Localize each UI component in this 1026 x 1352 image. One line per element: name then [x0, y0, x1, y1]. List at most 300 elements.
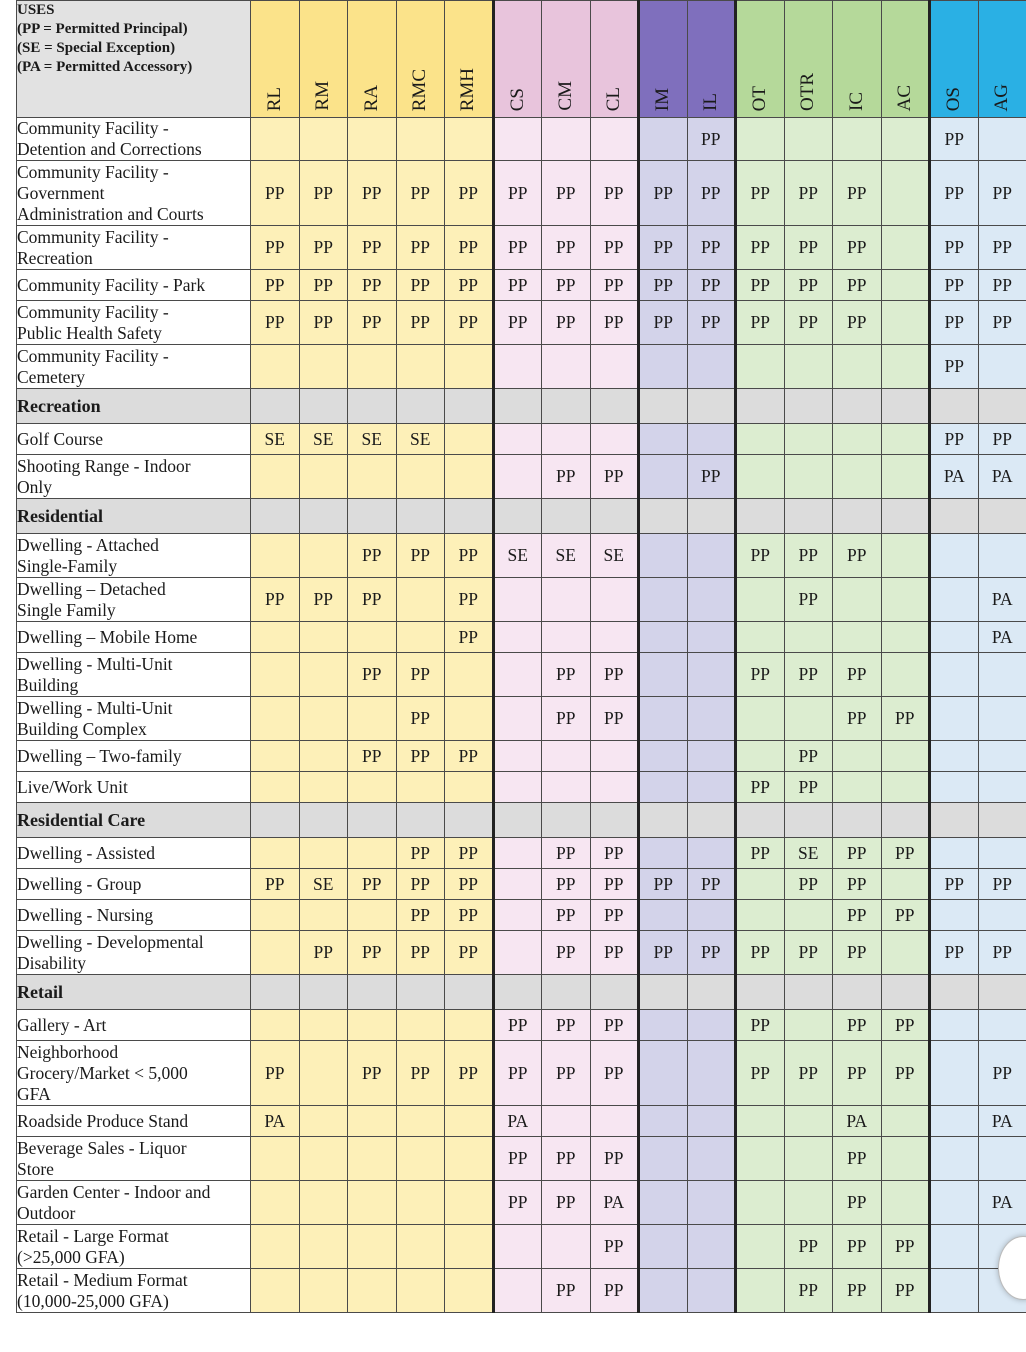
- permission-cell-ot: PP: [736, 226, 785, 270]
- permission-cell-ic: PP: [833, 1269, 882, 1313]
- permission-cell-cm: PP: [542, 1010, 591, 1041]
- permission-cell-ag: [978, 534, 1026, 578]
- use-name: [17, 931, 251, 975]
- use-name-line: Detention and Corrections: [17, 139, 202, 159]
- permission-cell-im: PP: [639, 301, 688, 345]
- permission-cell-rmc: [396, 1137, 445, 1181]
- permission-cell-il: [687, 1010, 736, 1041]
- permission-cell-otr: [784, 455, 833, 499]
- category-row: [17, 975, 1026, 1010]
- permission-cell-otr: PP: [784, 741, 833, 772]
- permission-cell-cl: PP: [590, 1041, 639, 1106]
- permission-cell-ra: [348, 1137, 397, 1181]
- permission-cell-rl: [251, 772, 300, 803]
- permission-cell-ac: [881, 741, 930, 772]
- permission-cell-cs: [493, 772, 542, 803]
- permission-cell-os: [930, 1106, 979, 1137]
- uses-legend: [17, 1, 251, 118]
- permission-cell-otr: SE: [784, 838, 833, 869]
- permission-cell-ic: PP: [833, 1137, 882, 1181]
- permission-cell-ra: [348, 455, 397, 499]
- category-spacer-cell: [881, 499, 930, 534]
- use-name-line: Dwelling – Mobile Home: [17, 626, 198, 647]
- table-row: [17, 424, 1026, 455]
- permission-cell-ot: PP: [736, 653, 785, 697]
- table-row: [17, 931, 1026, 975]
- permission-cell-im: [639, 772, 688, 803]
- category-spacer-cell: [348, 803, 397, 838]
- permission-cell-ic: PP: [833, 1181, 882, 1225]
- permission-cell-rl: PP: [251, 869, 300, 900]
- permission-cell-ot: PP: [736, 1041, 785, 1106]
- use-name-line: Recreation: [17, 247, 93, 268]
- zone-code: OS: [943, 86, 965, 111]
- permission-cell-cl: PP: [590, 301, 639, 345]
- permission-cell-cs: PP: [493, 301, 542, 345]
- permission-cell-rl: PP: [251, 161, 300, 226]
- permission-cell-rm: [299, 772, 348, 803]
- permission-cell-cs: [493, 838, 542, 869]
- permission-cell-ag: [978, 653, 1026, 697]
- permission-cell-ic: [833, 578, 882, 622]
- permission-cell-rmh: [445, 653, 494, 697]
- category-spacer-cell: [396, 975, 445, 1010]
- permission-cell-otr: PP: [784, 226, 833, 270]
- permission-cell-ic: [833, 622, 882, 653]
- category-spacer-cell: [251, 389, 300, 424]
- use-name-line: Shooting Range - Indoor: [17, 455, 191, 476]
- permission-cell-ot: PP: [736, 931, 785, 975]
- table-row: [17, 1181, 1026, 1225]
- permission-cell-os: [930, 1010, 979, 1041]
- permission-cell-ra: [348, 1225, 397, 1269]
- category-spacer-cell: [687, 499, 736, 534]
- permission-cell-ot: [736, 345, 785, 389]
- use-name: [17, 118, 251, 161]
- zone-code: RMH: [457, 67, 479, 111]
- permission-cell-os: [930, 1269, 979, 1313]
- permission-cell-os: [930, 622, 979, 653]
- permission-cell-il: PP: [687, 118, 736, 161]
- permission-cell-rl: [251, 1010, 300, 1041]
- category-spacer-cell: [348, 389, 397, 424]
- use-name-line: Single Family: [17, 599, 116, 620]
- use-name: [17, 1137, 251, 1181]
- permission-cell-cl: PP: [590, 653, 639, 697]
- permission-cell-rmh: PP: [445, 869, 494, 900]
- permission-cell-rl: [251, 741, 300, 772]
- category-spacer-cell: [639, 389, 688, 424]
- table-row: [17, 301, 1026, 345]
- permission-cell-rmc: [396, 772, 445, 803]
- category-spacer-cell: [784, 975, 833, 1010]
- permission-cell-os: PP: [930, 931, 979, 975]
- permission-cell-ag: PA: [978, 455, 1026, 499]
- use-name-line: Disability: [17, 952, 87, 973]
- permission-cell-im: [639, 1137, 688, 1181]
- permission-cell-rmh: [445, 1225, 494, 1269]
- permission-cell-rmh: [445, 455, 494, 499]
- permission-cell-im: [639, 1041, 688, 1106]
- permission-cell-il: [687, 622, 736, 653]
- permission-cell-ot: [736, 741, 785, 772]
- permission-cell-ra: [348, 1010, 397, 1041]
- permission-cell-cl: PP: [590, 1137, 639, 1181]
- use-name: [17, 900, 251, 931]
- category-label: Retail: [17, 975, 251, 1010]
- use-name-line: Single-Family: [17, 555, 118, 576]
- use-name-line: Store: [17, 1158, 54, 1179]
- permission-cell-ac: [881, 931, 930, 975]
- permission-cell-rl: PP: [251, 578, 300, 622]
- category-spacer-cell: [590, 803, 639, 838]
- permission-cell-ic: [833, 772, 882, 803]
- permission-cell-otr: PP: [784, 1225, 833, 1269]
- permission-cell-cm: PP: [542, 1041, 591, 1106]
- permission-cell-ic: PP: [833, 1225, 882, 1269]
- permission-cell-il: [687, 653, 736, 697]
- permission-cell-ic: PP: [833, 838, 882, 869]
- use-name-line: Golf Course: [17, 428, 104, 449]
- permission-cell-cl: [590, 345, 639, 389]
- permission-cell-cs: [493, 622, 542, 653]
- use-name-line: Retail - Large Format: [17, 1225, 169, 1246]
- use-name-line: Retail - Medium Format: [17, 1269, 188, 1290]
- permission-cell-rmc: PP: [396, 653, 445, 697]
- permission-cell-rm: [299, 653, 348, 697]
- permission-cell-rm: [299, 697, 348, 741]
- permission-cell-os: PP: [930, 226, 979, 270]
- table-row: [17, 838, 1026, 869]
- permission-cell-cl: [590, 118, 639, 161]
- category-spacer-cell: [590, 389, 639, 424]
- permission-cell-ra: SE: [348, 424, 397, 455]
- permission-cell-cs: [493, 653, 542, 697]
- permission-cell-rmc: PP: [396, 161, 445, 226]
- permission-cell-rmh: PP: [445, 578, 494, 622]
- permission-cell-rmh: PP: [445, 931, 494, 975]
- permission-cell-ot: PP: [736, 534, 785, 578]
- use-name: [17, 1010, 251, 1041]
- permission-cell-ac: PP: [881, 1269, 930, 1313]
- permission-cell-rl: PA: [251, 1106, 300, 1137]
- permission-cell-otr: PP: [784, 869, 833, 900]
- permission-cell-cs: [493, 900, 542, 931]
- table-row: [17, 772, 1026, 803]
- permission-cell-os: [930, 741, 979, 772]
- permission-cell-il: [687, 1137, 736, 1181]
- permission-cell-os: [930, 1225, 979, 1269]
- table-row: [17, 1137, 1026, 1181]
- permission-cell-cl: PA: [590, 1181, 639, 1225]
- table-row: [17, 1269, 1026, 1313]
- permission-cell-rm: [299, 1137, 348, 1181]
- zone-code: CM: [554, 81, 576, 111]
- permission-cell-ra: [348, 900, 397, 931]
- permission-cell-rmh: [445, 1269, 494, 1313]
- permission-cell-cl: [590, 578, 639, 622]
- use-name: [17, 534, 251, 578]
- category-spacer-cell: [251, 803, 300, 838]
- zone-header-cs: [493, 1, 542, 118]
- permission-cell-cm: [542, 345, 591, 389]
- permission-cell-ic: [833, 118, 882, 161]
- category-spacer-cell: [881, 803, 930, 838]
- permission-cell-ac: [881, 622, 930, 653]
- permission-cell-rmh: PP: [445, 1041, 494, 1106]
- permission-cell-cs: [493, 1269, 542, 1313]
- zone-header-il: [687, 1, 736, 118]
- permission-cell-cl: SE: [590, 534, 639, 578]
- category-spacer-cell: [445, 975, 494, 1010]
- permission-cell-ot: [736, 1181, 785, 1225]
- permission-cell-cl: [590, 741, 639, 772]
- permission-cell-cm: [542, 1106, 591, 1137]
- category-spacer-cell: [639, 803, 688, 838]
- use-name: [17, 697, 251, 741]
- category-spacer-cell: [396, 803, 445, 838]
- permission-cell-ra: PP: [348, 534, 397, 578]
- permission-cell-ot: PP: [736, 1010, 785, 1041]
- category-spacer-cell: [493, 499, 542, 534]
- permission-cell-il: [687, 697, 736, 741]
- permission-cell-rm: [299, 1181, 348, 1225]
- zone-code: IL: [699, 93, 721, 111]
- permission-cell-cl: [590, 424, 639, 455]
- use-name: [17, 838, 251, 869]
- category-spacer-cell: [833, 975, 882, 1010]
- permission-cell-ra: PP: [348, 578, 397, 622]
- use-name-line: Only: [17, 476, 52, 497]
- permission-cell-ag: [978, 697, 1026, 741]
- permission-cell-otr: PP: [784, 931, 833, 975]
- table-row: [17, 869, 1026, 900]
- category-spacer-cell: [736, 499, 785, 534]
- permission-cell-ot: [736, 869, 785, 900]
- permission-cell-ag: [978, 1137, 1026, 1181]
- table-row: [17, 270, 1026, 301]
- permission-cell-rl: [251, 838, 300, 869]
- permission-cell-cl: PP: [590, 1010, 639, 1041]
- permission-cell-il: [687, 534, 736, 578]
- use-name: [17, 1041, 251, 1106]
- permission-cell-otr: PP: [784, 772, 833, 803]
- permission-cell-rl: [251, 1269, 300, 1313]
- permission-cell-il: PP: [687, 455, 736, 499]
- permission-cell-cs: PP: [493, 270, 542, 301]
- permission-cell-ot: PP: [736, 838, 785, 869]
- permission-cell-ac: [881, 455, 930, 499]
- permission-cell-otr: [784, 697, 833, 741]
- permission-cell-rm: PP: [299, 270, 348, 301]
- permission-cell-ot: [736, 622, 785, 653]
- permission-cell-il: [687, 1269, 736, 1313]
- category-label: Residential: [17, 499, 251, 534]
- table-row: [17, 578, 1026, 622]
- legend-se: (SE = Special Exception): [17, 40, 176, 56]
- category-spacer-cell: [590, 499, 639, 534]
- category-spacer-cell: [930, 499, 979, 534]
- permission-cell-cl: PP: [590, 869, 639, 900]
- use-name-line: GFA: [17, 1083, 51, 1104]
- category-spacer-cell: [251, 499, 300, 534]
- permission-cell-rm: [299, 455, 348, 499]
- permission-cell-im: [639, 1225, 688, 1269]
- permission-cell-ra: PP: [348, 653, 397, 697]
- use-name-line: Live/Work Unit: [17, 776, 128, 797]
- permission-cell-cs: PP: [493, 161, 542, 226]
- zone-header-os: [930, 1, 979, 118]
- permission-cell-ac: PP: [881, 1010, 930, 1041]
- permission-cell-rmc: PP: [396, 534, 445, 578]
- permission-cell-ag: PP: [978, 301, 1026, 345]
- use-name: [17, 1106, 251, 1137]
- permission-cell-os: PP: [930, 345, 979, 389]
- permission-cell-im: PP: [639, 270, 688, 301]
- use-name: [17, 741, 251, 772]
- permission-cell-ic: PA: [833, 1106, 882, 1137]
- category-spacer-cell: [348, 975, 397, 1010]
- permission-cell-rl: SE: [251, 424, 300, 455]
- permission-cell-cl: PP: [590, 1269, 639, 1313]
- zone-header-im: [639, 1, 688, 118]
- permission-cell-im: [639, 118, 688, 161]
- use-name-line: Community Facility -: [17, 161, 169, 182]
- permission-cell-rmh: [445, 1106, 494, 1137]
- permission-cell-rmc: PP: [396, 838, 445, 869]
- permission-cell-rl: PP: [251, 270, 300, 301]
- permission-cell-rl: [251, 455, 300, 499]
- permission-cell-cs: [493, 931, 542, 975]
- permission-cell-rl: [251, 1225, 300, 1269]
- permission-cell-ic: PP: [833, 1010, 882, 1041]
- zone-header-rm: [299, 1, 348, 118]
- permission-cell-rl: [251, 931, 300, 975]
- permission-cell-rmh: [445, 1137, 494, 1181]
- permission-cell-rm: PP: [299, 578, 348, 622]
- permission-cell-ac: [881, 1137, 930, 1181]
- permission-cell-im: [639, 741, 688, 772]
- permission-cell-ra: PP: [348, 869, 397, 900]
- permission-cell-ac: [881, 226, 930, 270]
- permission-cell-ot: [736, 1225, 785, 1269]
- category-spacer-cell: [251, 975, 300, 1010]
- permission-cell-otr: PP: [784, 578, 833, 622]
- category-spacer-cell: [396, 499, 445, 534]
- permission-cell-ic: PP: [833, 931, 882, 975]
- zone-header-rmc: [396, 1, 445, 118]
- permission-cell-os: PP: [930, 301, 979, 345]
- use-name-line: Outdoor: [17, 1202, 76, 1223]
- permission-cell-rmc: PP: [396, 931, 445, 975]
- permission-cell-cm: PP: [542, 900, 591, 931]
- permission-cell-cs: [493, 1225, 542, 1269]
- permission-cell-os: PP: [930, 118, 979, 161]
- permission-cell-rm: [299, 1225, 348, 1269]
- category-spacer-cell: [445, 803, 494, 838]
- zone-code: RA: [360, 84, 382, 111]
- permission-cell-rmh: PP: [445, 226, 494, 270]
- permission-cell-rmh: PP: [445, 622, 494, 653]
- permission-cell-rl: [251, 534, 300, 578]
- permission-cell-ra: [348, 622, 397, 653]
- permission-cell-il: [687, 1041, 736, 1106]
- permission-cell-rmc: [396, 455, 445, 499]
- permission-cell-ic: [833, 455, 882, 499]
- use-name: [17, 1269, 251, 1313]
- permission-cell-il: PP: [687, 161, 736, 226]
- use-name-line: Community Facility - Park: [17, 274, 206, 295]
- permission-cell-rmc: PP: [396, 226, 445, 270]
- category-spacer-cell: [542, 499, 591, 534]
- permission-cell-cm: SE: [542, 534, 591, 578]
- use-name-line: Dwelling - Multi-Unit: [17, 697, 173, 718]
- permission-cell-cs: PP: [493, 1137, 542, 1181]
- permission-cell-otr: PP: [784, 534, 833, 578]
- permission-cell-cl: PP: [590, 931, 639, 975]
- permission-cell-rl: [251, 622, 300, 653]
- land-use-table: [16, 0, 1026, 1313]
- permission-cell-rl: [251, 1181, 300, 1225]
- permission-cell-cm: PP: [542, 653, 591, 697]
- legend-pa: (PA = Permitted Accessory): [17, 59, 193, 75]
- permission-cell-ot: [736, 424, 785, 455]
- permission-cell-rmc: [396, 622, 445, 653]
- table-row: [17, 1010, 1026, 1041]
- permission-cell-ra: [348, 345, 397, 389]
- permission-cell-rm: [299, 622, 348, 653]
- permission-cell-ag: [978, 345, 1026, 389]
- permission-cell-ra: [348, 1106, 397, 1137]
- use-name: [17, 301, 251, 345]
- category-spacer-cell: [881, 389, 930, 424]
- permission-cell-ra: PP: [348, 1041, 397, 1106]
- permission-cell-im: [639, 1181, 688, 1225]
- zone-header-ag: [978, 1, 1026, 118]
- permission-cell-ra: PP: [348, 226, 397, 270]
- category-spacer-cell: [348, 499, 397, 534]
- permission-cell-ot: [736, 1106, 785, 1137]
- permission-cell-il: PP: [687, 301, 736, 345]
- permission-cell-rm: PP: [299, 161, 348, 226]
- category-spacer-cell: [833, 389, 882, 424]
- table-header-row: [17, 1, 1026, 118]
- permission-cell-cm: PP: [542, 161, 591, 226]
- permission-cell-ic: PP: [833, 869, 882, 900]
- permission-cell-otr: [784, 118, 833, 161]
- permission-cell-rm: [299, 838, 348, 869]
- permission-cell-rm: [299, 1269, 348, 1313]
- permission-cell-rmc: PP: [396, 301, 445, 345]
- permission-cell-cl: PP: [590, 697, 639, 741]
- category-spacer-cell: [736, 803, 785, 838]
- permission-cell-cl: PP: [590, 270, 639, 301]
- permission-cell-cs: [493, 345, 542, 389]
- category-spacer-cell: [833, 803, 882, 838]
- use-name: [17, 270, 251, 301]
- permission-cell-im: [639, 622, 688, 653]
- permission-cell-rm: [299, 1041, 348, 1106]
- permission-cell-ac: PP: [881, 1041, 930, 1106]
- legend-title: USES: [17, 2, 55, 18]
- permission-cell-rmh: PP: [445, 270, 494, 301]
- permission-cell-im: [639, 1010, 688, 1041]
- use-name-line: Neighborhood: [17, 1041, 119, 1062]
- permission-cell-im: [639, 1106, 688, 1137]
- permission-cell-ot: PP: [736, 161, 785, 226]
- zone-header-cl: [590, 1, 639, 118]
- table-row: [17, 741, 1026, 772]
